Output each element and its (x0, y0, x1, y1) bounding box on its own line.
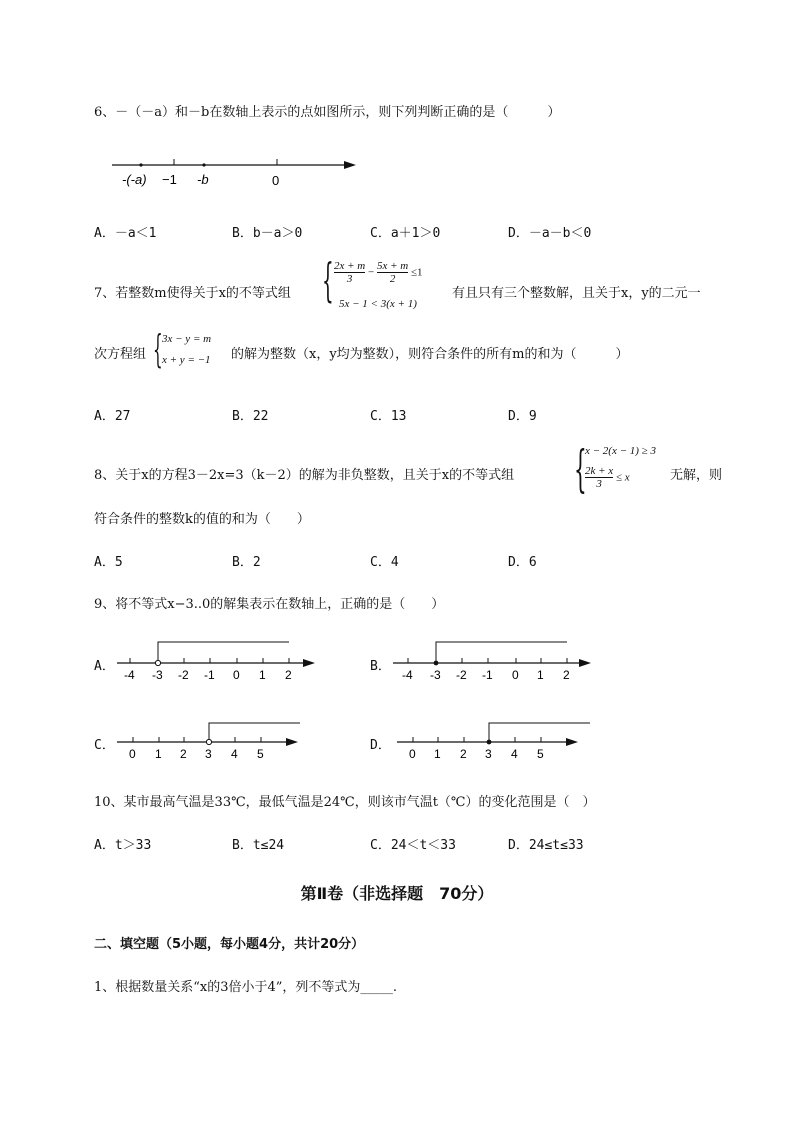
question-7-stem-a: 7、若整数m使得关于x的不等式组 (94, 286, 291, 301)
q6-option-a[interactable]: A．－a＜1 (94, 226, 157, 241)
q10-option-a[interactable]: A．t＞33 (94, 838, 152, 853)
svg-text:-2: -2 (178, 668, 189, 682)
svg-text:1: 1 (537, 668, 544, 682)
svg-text:4: 4 (231, 747, 238, 761)
q9-option-a-label[interactable]: A． (94, 659, 115, 674)
svg-text:0: 0 (512, 668, 519, 682)
question-7-stem-c: 次方程组 (94, 347, 147, 362)
q7-option-b[interactable]: B．22 (232, 409, 269, 424)
brace-icon: { (153, 327, 163, 371)
q7-option-a[interactable]: A．27 (94, 409, 131, 424)
brace-icon: { (322, 253, 334, 307)
q7-system-2-line1: 3x − y = m (162, 333, 212, 345)
label-zero: 0 (272, 173, 280, 188)
fill-question-1: 1、根据数量关系“x的3倍小于4”，列不等式为_____. (94, 980, 398, 995)
question-6-stem: 6、－（－a）和－b在数轴上表示的点如图所示，则下列判断正确的是（ ） (94, 105, 561, 120)
svg-text:2: 2 (285, 668, 292, 682)
svg-text:2: 2 (460, 747, 467, 761)
question-8-stem-c: 符合条件的整数k的值的和为（ ） (94, 512, 310, 527)
question-8-stem-b: 无解，则 (670, 468, 723, 483)
q9-option-c-number-line[interactable] (112, 717, 312, 763)
section-2-title: 二、填空题（5小题，每小题4分，共计20分） (94, 937, 365, 952)
svg-text:0: 0 (409, 747, 416, 761)
q6-option-d[interactable]: D．－a－b＜0 (508, 226, 592, 241)
svg-text:-4: -4 (402, 668, 413, 682)
q8-option-a[interactable]: A．5 (94, 555, 123, 570)
q7-option-d[interactable]: D．9 (508, 409, 537, 424)
q9-option-d-number-line[interactable] (392, 717, 596, 763)
question-9-stem: 9、将不等式x−3..0的解集表示在数轴上，正确的是（ ） (94, 597, 445, 612)
q9-option-c-label[interactable]: C． (94, 738, 115, 753)
q8-option-b[interactable]: B．2 (232, 555, 261, 570)
q7-system-1: $\frac{2x + m}{3}$ − $\frac{5x + m}{2}$ ≤1 (334, 260, 423, 285)
number-line-q6 (108, 150, 368, 195)
question-10-stem: 10、某市最高气温是33℃，最低气温是24℃，则该市气温t（℃）的变化范围是（ ） (94, 795, 596, 810)
question-7-stem-d: 的解为整数（x，y均为整数），则符合条件的所有m的和为（ ） (231, 347, 629, 362)
q9-option-b-label[interactable]: B． (370, 659, 391, 674)
q8-system-line2: $\frac{2k + x}{3}$ ≤ x (585, 465, 630, 490)
q9-option-a-number-line[interactable] (112, 638, 322, 684)
svg-text:3: 3 (485, 747, 492, 761)
svg-text:4: 4 (511, 747, 518, 761)
question-8-stem-a: 8、关于x的方程3－2x=3（k－2）的解为非负整数，且关于x的不等式组 (94, 468, 515, 483)
svg-text:1: 1 (434, 747, 441, 761)
q7-system-1-line2: 5x − 1 < 3(x + 1) (339, 298, 417, 310)
q9-option-b-number-line[interactable] (388, 638, 598, 684)
svg-text:-1: -1 (204, 668, 215, 682)
svg-text:5: 5 (257, 747, 264, 761)
brace-icon: { (574, 440, 587, 498)
q6-option-b[interactable]: B．b－a＞0 (232, 226, 303, 241)
svg-text:-3: -3 (152, 668, 163, 682)
q8-option-d[interactable]: D．6 (508, 555, 537, 570)
svg-text:-4: -4 (124, 668, 135, 682)
svg-text:0: 0 (129, 747, 136, 761)
svg-text:-1: -1 (482, 668, 493, 682)
q10-option-b[interactable]: B．t≤24 (232, 838, 285, 853)
svg-text:1: 1 (259, 668, 266, 682)
svg-text:1: 1 (155, 747, 162, 761)
q10-option-d[interactable]: D．24≤t≤33 (508, 838, 584, 853)
svg-text:-3: -3 (430, 668, 441, 682)
label-neg-1: −1 (162, 172, 177, 187)
svg-text:2: 2 (563, 668, 570, 682)
svg-text:3: 3 (205, 747, 212, 761)
q6-option-c[interactable]: C．a＋1＞0 (370, 226, 441, 241)
question-7-stem-b: 有且只有三个整数解，且关于x，y的二元一 (452, 286, 701, 301)
q9-option-d-label[interactable]: D． (370, 738, 391, 753)
q10-option-c[interactable]: C．24＜t＜33 (370, 838, 456, 853)
label-neg-b: -b (197, 172, 209, 187)
svg-text:2: 2 (180, 747, 187, 761)
q7-system-2-line2: x + y = −1 (162, 354, 211, 366)
q8-system-line1: x − 2(x − 1) ≥ 3 (585, 445, 656, 457)
svg-text:-2: -2 (456, 668, 467, 682)
svg-text:0: 0 (233, 668, 240, 682)
part-2-title: 第Ⅱ卷（非选择题 70分） (300, 884, 494, 903)
svg-text:5: 5 (537, 747, 544, 761)
q8-option-c[interactable]: C．4 (370, 555, 399, 570)
q7-option-c[interactable]: C．13 (370, 409, 407, 424)
label-neg-neg-a: -(-a) (122, 172, 147, 187)
